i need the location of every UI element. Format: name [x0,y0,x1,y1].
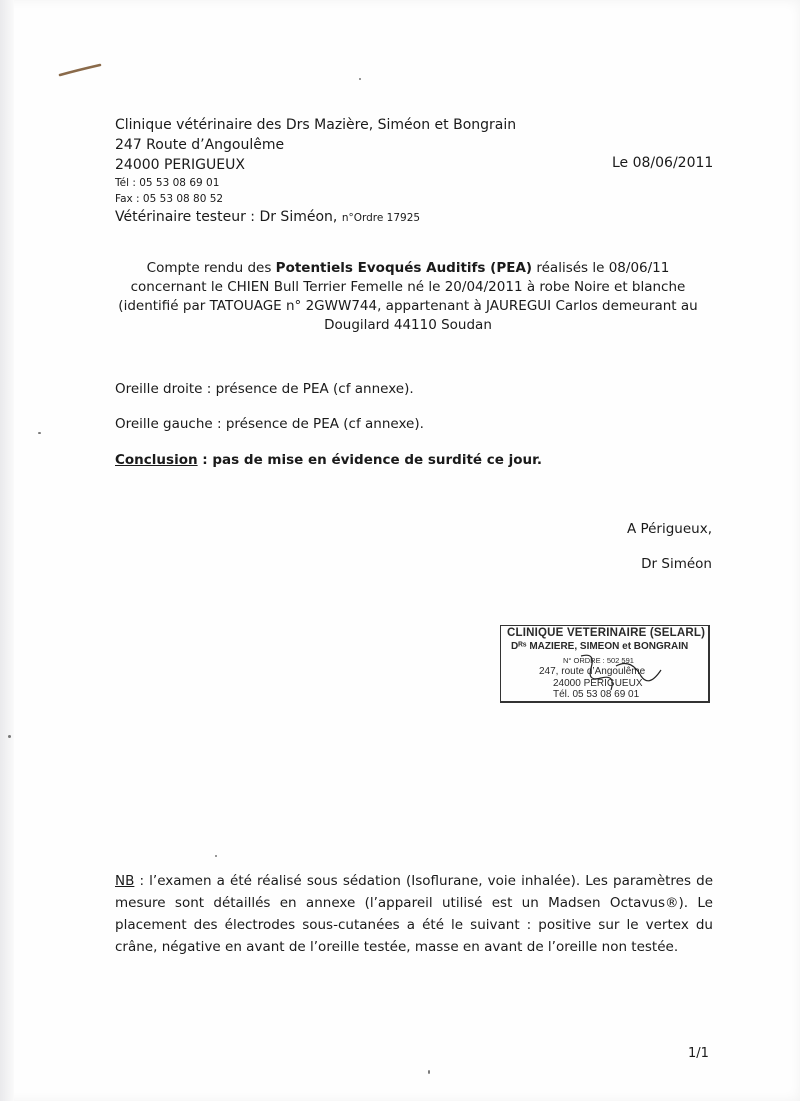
scan-speck [8,735,11,738]
stamp-line-3: N° ORDRE : 502 591 [563,656,634,665]
conclusion-label: Conclusion [115,452,198,468]
scan-speck [215,855,217,857]
nb-label: NB [115,873,135,889]
scan-speck [359,78,361,80]
report-details: réalisés le 08/06/11 concernant le CHIEN Bull Terrier Femelle né le 20/04/2011 à robe Noire et blanche (identifié par TATOUAGE n° 2GWW744, appartenant à JAUREGUI Carlos demeurant au Dougilard 44110 Soudan [118,260,698,333]
conclusion [115,452,542,468]
report-summary [110,259,706,335]
stamp-line-6: Tél. 05 53 08 69 01 [553,689,640,700]
clinic-header [115,115,516,228]
stamp-line-1: CLINIQUE VETERINAIRE (SELARL) [507,627,706,639]
clinic-name: Clinique vétérinaire des Drs Mazière, Siméon et Bongrain [115,117,517,133]
nb-note [115,870,713,958]
clinic-stamp [500,625,710,703]
conclusion-text: : pas de mise en évidence de surdité ce jour. [197,452,543,468]
scan-speck [428,1070,430,1074]
page-number: 1/1 [688,1046,709,1061]
stamp-line-4: 247, route d’Angoulême [539,666,646,677]
document-date: Le 08/06/2011 [612,155,714,171]
stamp-line-5: 24000 PERIGUEUX [553,678,643,689]
scan-mark [58,62,102,78]
vet-name: Vétérinaire testeur : Dr Siméon, [115,209,338,225]
vet-ordre: n°Ordre 17925 [341,212,421,224]
clinic-city: 24000 PERIGUEUX [115,157,245,173]
clinic-tel: Tél : 05 53 08 69 01 [115,177,220,189]
stamp-line-2: Dᴿˢ MAZIERE, SIMEON et BONGRAIN [511,641,689,652]
scan-edge [0,0,14,1101]
report-exam-type: Potentiels Evoqués Auditifs (PEA) [275,260,533,276]
signature-name: Dr Siméon [641,556,712,572]
clinic-street: 247 Route d’Angoulême [115,137,285,153]
report-intro: Compte rendu des [146,260,276,276]
signature-place: A Périgueux, [626,521,712,537]
vet-tester [115,207,516,228]
result-left-ear: Oreille gauche : présence de PEA (cf annexe). [115,416,424,432]
result-right-ear: Oreille droite : présence de PEA (cf annexe). [115,381,414,397]
scan-speck [38,432,41,434]
nb-text: : l’examen a été réalisé sous sédation (Isoflurane, voie inhalée). Les paramètres de mesure sont détaillés en annexe (l’appareil utilisé est un Madsen Octavus®). Le placement des électrodes sous-cutanées a été le suivant : positive sur le vertex du crâne, négative en avant de l’oreille testée, masse en avant de l’oreille non testée. [115,873,713,955]
clinic-fax: Fax : 05 53 08 80 52 [115,193,224,205]
